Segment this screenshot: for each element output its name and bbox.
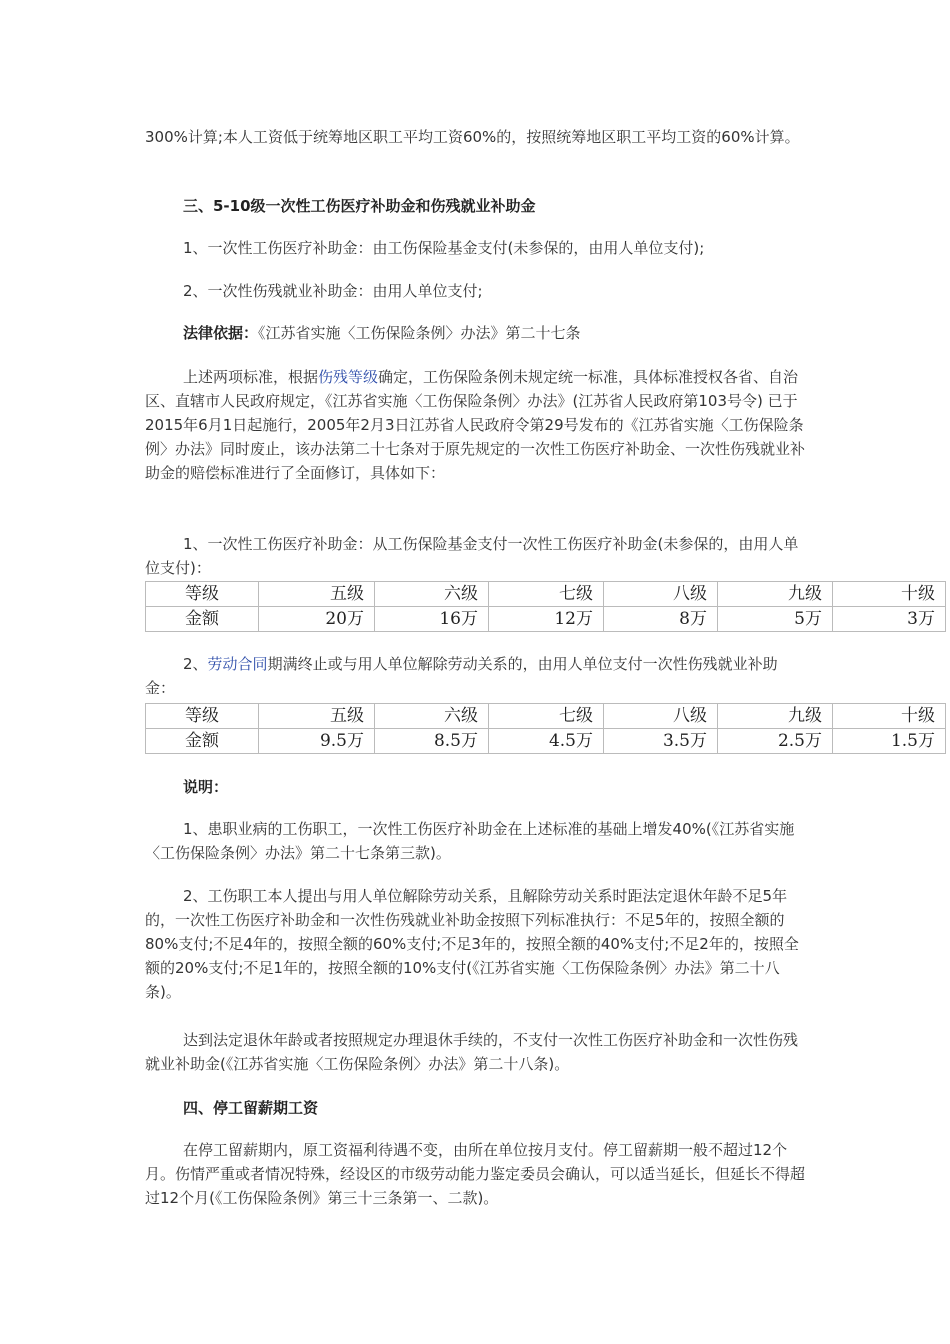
employment-subsidy-table <box>145 703 946 754</box>
paragraph-work-stoppage: 在停工留薪期内，原工资福利待遇不变，由所在单位按月支付。停工留薪期一般不超过12个月。伤情严重或者情况特殊，经设区的市级劳动能力鉴定委员会确认，可以适当延长，但延长不得超过12个月(《工伤保险条例》第三十三条第一、二款)。 <box>145 1141 806 1207</box>
table-row <box>146 704 946 729</box>
table-cell: 1.5万 <box>833 729 946 754</box>
note-3: 达到法定退休年龄或者按照规定办理退休手续的，不支付一次性工伤医疗补助金和一次性伤残就业补助金(《江苏省实施〈工伤保险条例〉办法》第二十八条)。 <box>145 1031 799 1073</box>
legal-basis-text: 《江苏省实施〈工伤保险条例〉办法》第二十七条 <box>258 324 581 342</box>
table-cell: 等级 <box>146 704 259 729</box>
table-cell: 3万 <box>833 607 946 632</box>
disability-grade-link[interactable]: 伤残等级 <box>318 368 379 386</box>
table-cell: 2.5万 <box>718 729 833 754</box>
paragraph-standards <box>145 365 805 485</box>
table-cell: 16万 <box>375 607 489 632</box>
table-cell: 九级 <box>718 704 833 729</box>
table2-intro-b: 期满终止或与用人单位解除劳动关系的，由用人单位支付一次性伤残就业补助金： <box>145 655 778 697</box>
table-cell: 八级 <box>604 582 718 607</box>
table2-intro-a: 2、 <box>183 655 208 673</box>
paragraph-table1-intro: 1、一次性工伤医疗补助金：从工伤保险基金支付一次性工伤医疗补助金(未参保的，由用人单位支付)： <box>145 535 799 577</box>
standards-text-b: 确定，工伤保险条例未规定统一标准，具体标准授权各省、自治区、直辖市人民政府规定，《江苏省实施〈工伤保险条例〉办法》(江苏省人民政府第103号令) 已于2015年6月1日起施行，2005年2月3日江苏省人民政府令第29号发布的《江苏省实施〈工伤保险条例〉办法》同时废止，该办法第二十七条对于原先规定的一次性工伤医疗补助金、一次性伤残就业补助金的赔偿标准进行了全面修订，具体如下： <box>145 368 806 482</box>
table-cell: 5万 <box>718 607 833 632</box>
table-cell: 8.5万 <box>375 729 489 754</box>
table-row <box>146 729 946 754</box>
table-cell: 五级 <box>259 582 375 607</box>
note-2: 2、工伤职工本人提出与用人单位解除劳动关系，且解除劳动关系时距法定退休年龄不足5年的，一次性工伤医疗补助金和一次性伤残就业补助金按照下列标准执行：不足5年的，按照全额的80%支付;不足4年的，按照全额的60%支付;不足3年的，按照全额的40%支付;不足2年的，按照全额的20%支付;不足1年的，按照全额的10%支付(《江苏省实施〈工伤保险条例〉办法》第二十八条)。 <box>145 887 799 1001</box>
labor-contract-link[interactable]: 劳动合同 <box>207 655 268 673</box>
section-heading-3: 三、5-10级一次性工伤医疗补助金和伤残就业补助金 <box>183 197 536 215</box>
table-cell: 3.5万 <box>604 729 718 754</box>
legal-basis-label: 法律依据： <box>183 324 259 342</box>
table-cell: 五级 <box>259 704 375 729</box>
table-cell: 十级 <box>833 582 946 607</box>
table-cell: 十级 <box>833 704 946 729</box>
table-cell: 9.5万 <box>259 729 375 754</box>
paragraph-employment-subsidy: 2、一次性伤残就业补助金：由用人单位支付; <box>183 282 483 300</box>
table-cell: 七级 <box>489 704 604 729</box>
table-cell: 九级 <box>718 582 833 607</box>
notes-label: 说明： <box>183 778 229 796</box>
table-cell: 8万 <box>604 607 718 632</box>
table-row <box>146 607 946 632</box>
standards-text-a: 上述两项标准，根据 <box>183 368 319 386</box>
table-row <box>146 582 946 607</box>
paragraph-table2-intro <box>145 652 805 700</box>
table-cell: 六级 <box>375 704 489 729</box>
table-cell: 金额 <box>146 729 259 754</box>
table-cell: 等级 <box>146 582 259 607</box>
table-cell: 六级 <box>375 582 489 607</box>
table-cell: 八级 <box>604 704 718 729</box>
table-cell: 金额 <box>146 607 259 632</box>
medical-subsidy-table <box>145 581 946 632</box>
paragraph-medical-subsidy: 1、一次性工伤医疗补助金：由工伤保险基金支付(未参保的，由用人单位支付); <box>183 239 705 257</box>
section-heading-4: 四、停工留薪期工资 <box>183 1099 319 1117</box>
table-cell: 4.5万 <box>489 729 604 754</box>
table-cell: 20万 <box>259 607 375 632</box>
legal-basis <box>145 321 805 345</box>
note-1: 1、患职业病的工伤职工，一次性工伤医疗补助金在上述标准的基础上增发40%(《江苏省实施〈工伤保险条例〉办法》第二十七条第三款)。 <box>145 820 795 862</box>
paragraph-continuation: 300%计算;本人工资低于统筹地区职工平均工资60%的，按照统筹地区职工平均工资的60%计算。 <box>145 128 800 146</box>
table-cell: 七级 <box>489 582 604 607</box>
table-cell: 12万 <box>489 607 604 632</box>
